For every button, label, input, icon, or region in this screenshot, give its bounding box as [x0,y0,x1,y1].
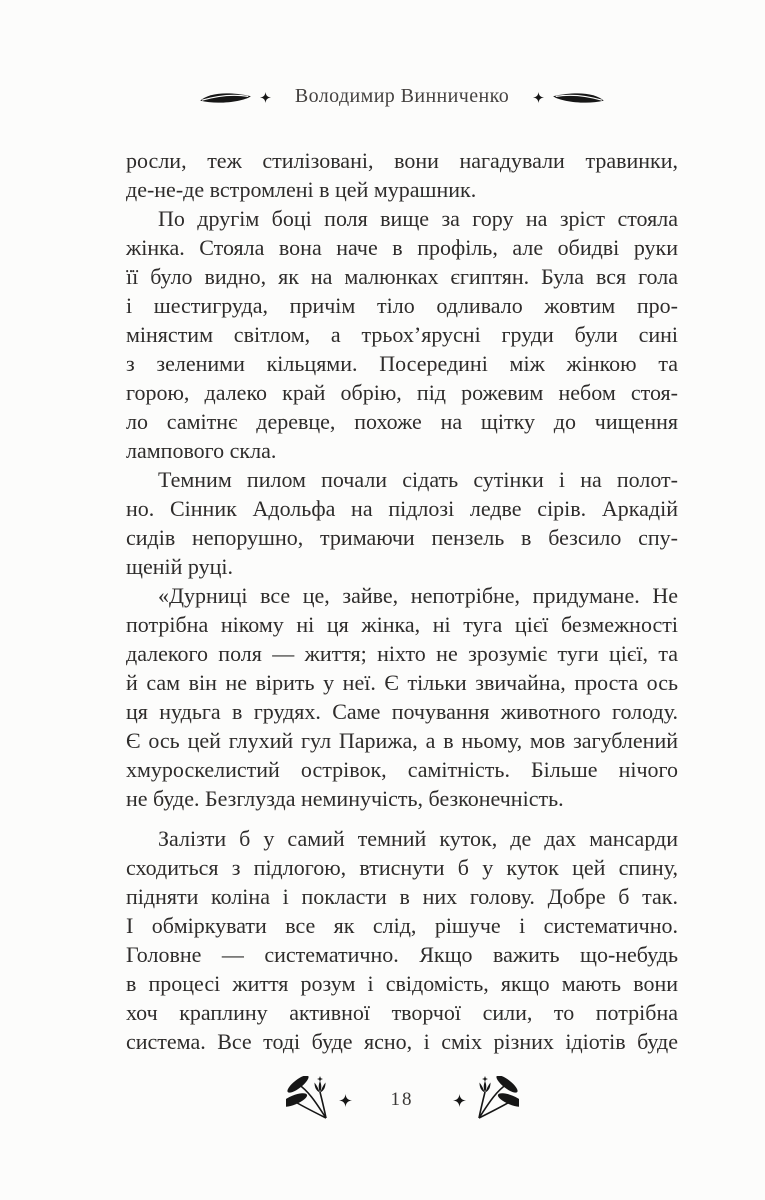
text-line: і шестигруда, причім тіло одливало жовтим про- [126,293,678,318]
text-line: ця нудьга в грудях. Саме почування животного голоду. [126,699,678,724]
text-line: не буде. Безглузда неминучість, безконечність. [126,786,564,811]
text-line: Головне — систематично. Якщо важить що-небудь [126,942,678,967]
floral-sprig-left-icon [286,1076,334,1120]
text-line: горою, далеко край обрію, під рожевим небом стоя- [126,380,678,405]
text-line: По другім боці поля вище за гору на зріст стояла [158,206,678,231]
text-line: хоч краплину активної творчої сили, то потрібна [126,1000,678,1025]
text-line: в процесі життя розум і свідомість, якщо мають вони [126,971,678,996]
paragraph [126,465,678,581]
star-ornament-icon [339,1094,352,1107]
page-header [126,86,678,109]
paragraph [126,824,678,1056]
leaf-ornament-right-icon [550,90,606,106]
paragraph [126,204,678,465]
text-line: де-не-де встромлені в цей мурашник. [126,177,477,202]
paragraph [126,581,678,813]
page-text [126,146,678,1056]
text-line: система. Все тоді буде ясно, і сміх різних ідіотів буде [126,1029,678,1054]
text-line: далекого поля — життя; ніхто не зрозуміє туги цієї, та [126,641,678,666]
text-line: росли, теж стилізовані, вони нагадували травинки, [126,148,678,173]
text-line: щеній руці. [126,554,233,579]
text-line: й сам він не вірить у неї. Є тільки звичайна, проста ось [126,670,678,695]
text-line: І обміркувати все як слід, рішуче і систематично. [126,913,678,938]
paragraph [126,146,678,204]
text-line: з зеленими кільцями. Посередині між жінкою та [126,351,678,376]
page-number: 18 [390,1089,414,1110]
floral-sprig-right-icon [471,1076,519,1120]
star-ornament-icon [453,1094,466,1107]
text-line: Є ось цей глухий гул Парижа, а в ньому, мов загублений [126,728,678,753]
text-line: «Дурниці все це, зайве, непотрібне, придумане. Не [158,583,678,608]
text-line: жінка. Стояла вона наче в профіль, але обидві руки [126,235,678,260]
text-line: ло самітнє деревце, похоже на щітку до чищення [126,409,678,434]
text-line: хмуроскелистий острівок, самітність. Більше нічого [126,757,678,782]
text-line: потрібна нікому ні ця жінка, ні туга цієї безмежності [126,612,678,637]
text-line: Залізти б у самий темний куток, де дах мансарди [158,826,678,851]
running-head-author: Володимир Винниченко [294,85,510,107]
text-line: її було видно, як на малюнках єгиптян. Була вся гола [126,264,678,289]
text-line: мінястим світлом, а трьох’ярусні груди були сині [126,322,678,347]
leaf-ornament-left-icon [198,90,254,106]
text-line: Темним пилом почали сідать сутінки і на полот- [158,467,678,492]
star-ornament-icon [260,92,271,103]
page-footer [126,1070,678,1126]
text-line: лампового скла. [126,438,277,463]
star-ornament-icon [533,92,544,103]
text-line: сидів непорушно, тримаючи пензель в безсило спу- [126,525,678,550]
text-line: но. Сінник Адольфа на підлозі ледве сірів. Аркадій [126,496,678,521]
text-line: сходиться з підлогою, втиснути б у куток цей спину, [126,855,678,880]
text-line: підняти коліна і покласти в них голову. Добре б так. [126,884,678,909]
